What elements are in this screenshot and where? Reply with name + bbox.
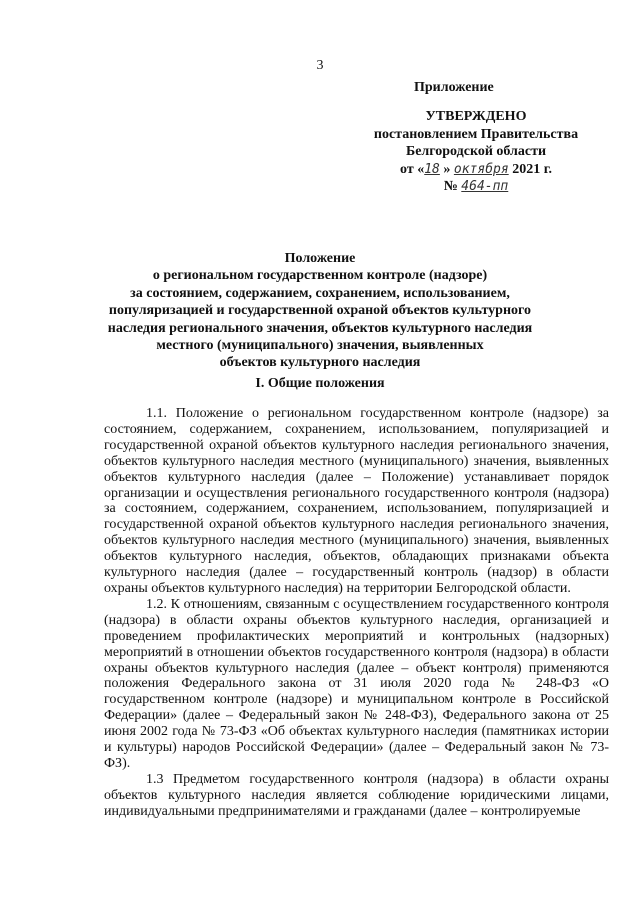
approval-block: [370, 108, 582, 196]
paragraph-1-2: 1.2. К отношениям, связанным с осуществлением государственного контроля (надзора) в области охраны объектов культурного наследия, организацией и проведением профилактических мероприятий и контрольных (надзорных) мероприятий в отношении объектов государственного контроля (надзора) в области охраны объектов культурного наследия (далее – объект контроля) применяются положения Федерального закона от 31 июля 2020 года № 248-ФЗ «О государственном контроле (надзоре) и муниципальном контроле в Российской Федерации» (далее – Федеральный закон № 248-ФЗ), Федерального закона от 25 июня 2002 года № 73-ФЗ «Об объектах культурного наследия (памятниках истории и культуры) народов Российской Федерации» (далее – Федеральный закон № 73-ФЗ).: [104, 596, 609, 771]
document-title: [100, 250, 540, 372]
section-heading: I. Общие положения: [255, 376, 385, 391]
date-day: 18: [424, 161, 440, 177]
number-prefix: №: [443, 179, 458, 194]
paragraph-1-1: 1.1. Положение о региональном государственном контроле (надзоре) за состоянием, содержанием, сохранением, использованием, популяризацией и государственной охраной объектов культурного наследия регионального значения, объектов культурного наследия местного (муниципального) значения, выявленных объектов культурного наследия (далее – Положение) устанавливает порядок организации и осуществления регионального государственного контроля (надзора) за состоянием, содержанием, сохранением, использованием, популяризацией и государственной охраной объектов культурного наследия регионального значения, объектов культурного наследия местного (муниципального) значения, выявленных объектов культурного наследия, объектов, обладающих признаками объекта культурного наследия (далее – государственный контроль (надзор) в области охраны объектов культурного наследия) на территории Белгородской области.: [104, 406, 609, 596]
approval-number: [370, 178, 582, 196]
approval-date: [370, 161, 582, 179]
title-line: объектов культурного наследия: [219, 355, 421, 371]
title-line: популяризацией и государственной охраной объектов культурного: [108, 303, 532, 319]
appendix-label: Приложение: [414, 80, 494, 95]
number-value: 464-пп: [461, 179, 509, 194]
date-mid: »: [443, 161, 451, 177]
title-line: Положение: [284, 251, 356, 266]
title-line: о региональном государственном контроле (надзоре): [152, 268, 488, 284]
paragraph-1-3: 1.3 Предметом государственного контроля (надзора) в области охраны объектов культурного наследия является соблюдение юридическими лицами, индивидуальными предпринимателями и гражданами (далее – контролируемые: [104, 771, 609, 819]
date-year: 2021 г.: [512, 161, 552, 177]
document-body: [104, 406, 609, 820]
date-month: октября: [453, 161, 509, 177]
page-number: 3: [316, 58, 324, 73]
approval-line-2: Белгородской области: [405, 144, 547, 159]
approval-title: УТВЕРЖДЕНО: [425, 109, 527, 124]
title-line: местного (муниципального) значения, выявленных: [156, 338, 484, 354]
date-prefix: от «: [400, 161, 425, 177]
title-line: наследия регионального значения, объектов культурного наследия: [107, 320, 533, 336]
approval-line-1: постановлением Правительства: [373, 126, 579, 142]
title-line: за состоянием, содержанием, сохранением, использованием,: [130, 285, 510, 301]
